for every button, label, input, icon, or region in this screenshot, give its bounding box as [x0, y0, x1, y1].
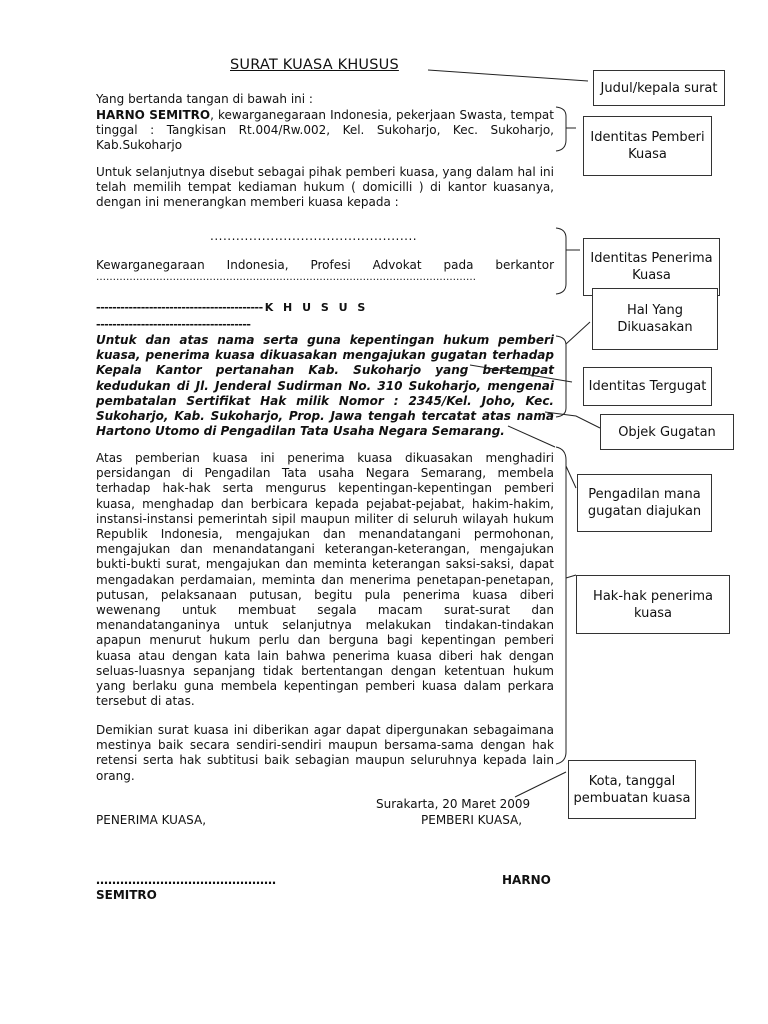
connector-hak: [566, 575, 576, 578]
connector-hal: [566, 322, 590, 344]
place-date: Surakarta, 20 Maret 2009: [376, 797, 531, 811]
giver-label: PEMBERI KUASA,: [421, 813, 523, 827]
rights-paragraph: Atas pemberian kuasa ini penerima kuasa dikuasakan menghadiri persidangan di Pengadilan Tata usaha Negara Semarang, membela terhadap hak-hak serta mengurus kepentingan-kepentingan pemberi kuasa, menghadap dan berbicara kepada pejabat-pejabat, hakim-hakim, instansi-instansi pemerintah sipil maupun militer di seluruh wilayah hukum Republik Indonesia, mengajukan dan menandatangani permohonan, mengajukan dan menandatangani keterangan-keterangan, mengajukan bukti-bukti surat, mengajukan dan meminta keterangan saksi-saksi, dapat mengadakan perdamaian, meminta dan menerima penetapan-penetapan, putusan, pelaksanaan putusan, begitu pula penerima kuasa diberi wewenang untuk membuat segala macam surat-surat dan menandatanganinya untuk selanjutnya melakukan tindakan-tindakan apapun menurut hukum perlu dan berguna bagi kepentingan pemberi kuasa atau dengan kata lain bahwa penerima kuasa diberi hak dengan seluas-luasnya sepanjang tidak bertentangan dengan ketentuan hukum yang berlaku guna membela kepentingan pemberi kuasa dalam perkara tersebut di atas.: [96, 451, 554, 709]
brace-khusus: [556, 336, 566, 417]
attorney-line-dots: ……………………………………………………………………………………………………: [96, 272, 476, 283]
annotation-pengadilan: Pengadilan mana gugatan diajukan: [577, 474, 712, 532]
closing-paragraph: Demikian surat kuasa ini diberikan agar dapat dipergunakan sebagaimana mestinya baik secara sendiri-sendiri maupun bersama-sama dengan hak retensi serta hak subtitusi baik sebagian maupun seluruhnya kepada lain orang.: [96, 723, 554, 783]
brace-hak: [556, 447, 566, 764]
brace-pemberi: [556, 107, 566, 151]
attorney-name-placeholder: ................................................: [210, 229, 418, 243]
document-title: SURAT KUASA KHUSUS: [230, 57, 399, 73]
grantor-identity: [96, 108, 554, 154]
signature-name-part1: HARNO: [502, 873, 551, 887]
brace-penerima: [556, 228, 566, 294]
grantor-paragraph: Untuk selanjutnya disebut sebagai pihak pemberi kuasa, yang dalam hal ini telah memilih tempat kediaman hukum ( domicilli ) di kantor kuasanya, dengan ini menerangkan memberi kuasa kepada :: [96, 165, 554, 210]
connector-judul: [428, 70, 588, 81]
annotation-judul: Judul/kepala surat: [593, 70, 725, 106]
grantor-name: HARNO SEMITRO: [96, 108, 211, 122]
annotation-hak-hak: Hak-hak penerima kuasa: [576, 575, 730, 634]
intro-line: Yang bertanda tangan di bawah ini :: [96, 92, 313, 106]
annotation-objek-gugatan: Objek Gugatan: [600, 414, 734, 450]
grantor-details: , kewarganegaraan Indonesia, pekerjaan Swasta, tempat tinggal : Tangkisan Rt.004/Rw.002, Kel. Sukoharjo, Kec. Sukoharjo, Kab.Sukoharjo: [96, 108, 554, 153]
khusus-dashes-second: --------------------------------------: [96, 318, 251, 331]
signature-name-part2: SEMITRO: [96, 888, 157, 902]
annotation-hal-dikuasakan: Hal Yang Dikuasakan: [592, 288, 718, 350]
special-power-text: Untuk dan atas nama serta guna kepentingan hukum pemberi kuasa, penerima kuasa dikuasakan mengajukan gugatan terhadap Kepala Kantor pertanahan Kab. Sukoharjo yang bertempat kedudukan di Jl. Jenderal Sudirman No. 310 Sukoharjo, mengenai pembatalan Sertifikat Hak milik Nomor : 2345/Kel. Joho, Kec. Sukoharjo, Kab. Sukoharjo, Prop. Jawa tengah tercatat atas nama Hartono Utomo di Pengadilan Tata Usaha Negara Semarang.: [96, 333, 554, 439]
receiver-label: PENERIMA KUASA,: [96, 813, 207, 827]
annotation-kota-tanggal: Kota, tanggal pembuatan kuasa: [568, 760, 696, 819]
khusus-heading: [96, 301, 368, 314]
annotation-identitas-tergugat: Identitas Tergugat: [583, 367, 712, 406]
attorney-line: Kewarganegaraan Indonesia, Profesi Advokat pada berkantor: [96, 258, 554, 272]
connector-pengadilan: [566, 466, 576, 488]
signature-line: ………………………………………: [96, 873, 276, 887]
annotation-identitas-pemberi: Identitas Pemberi Kuasa: [583, 116, 712, 176]
annotation-identitas-penerima: Identitas Penerima Kuasa: [583, 238, 720, 296]
khusus-dashes: -----------------------------------------: [96, 301, 263, 314]
khusus-word: K H U S U S: [264, 301, 369, 314]
